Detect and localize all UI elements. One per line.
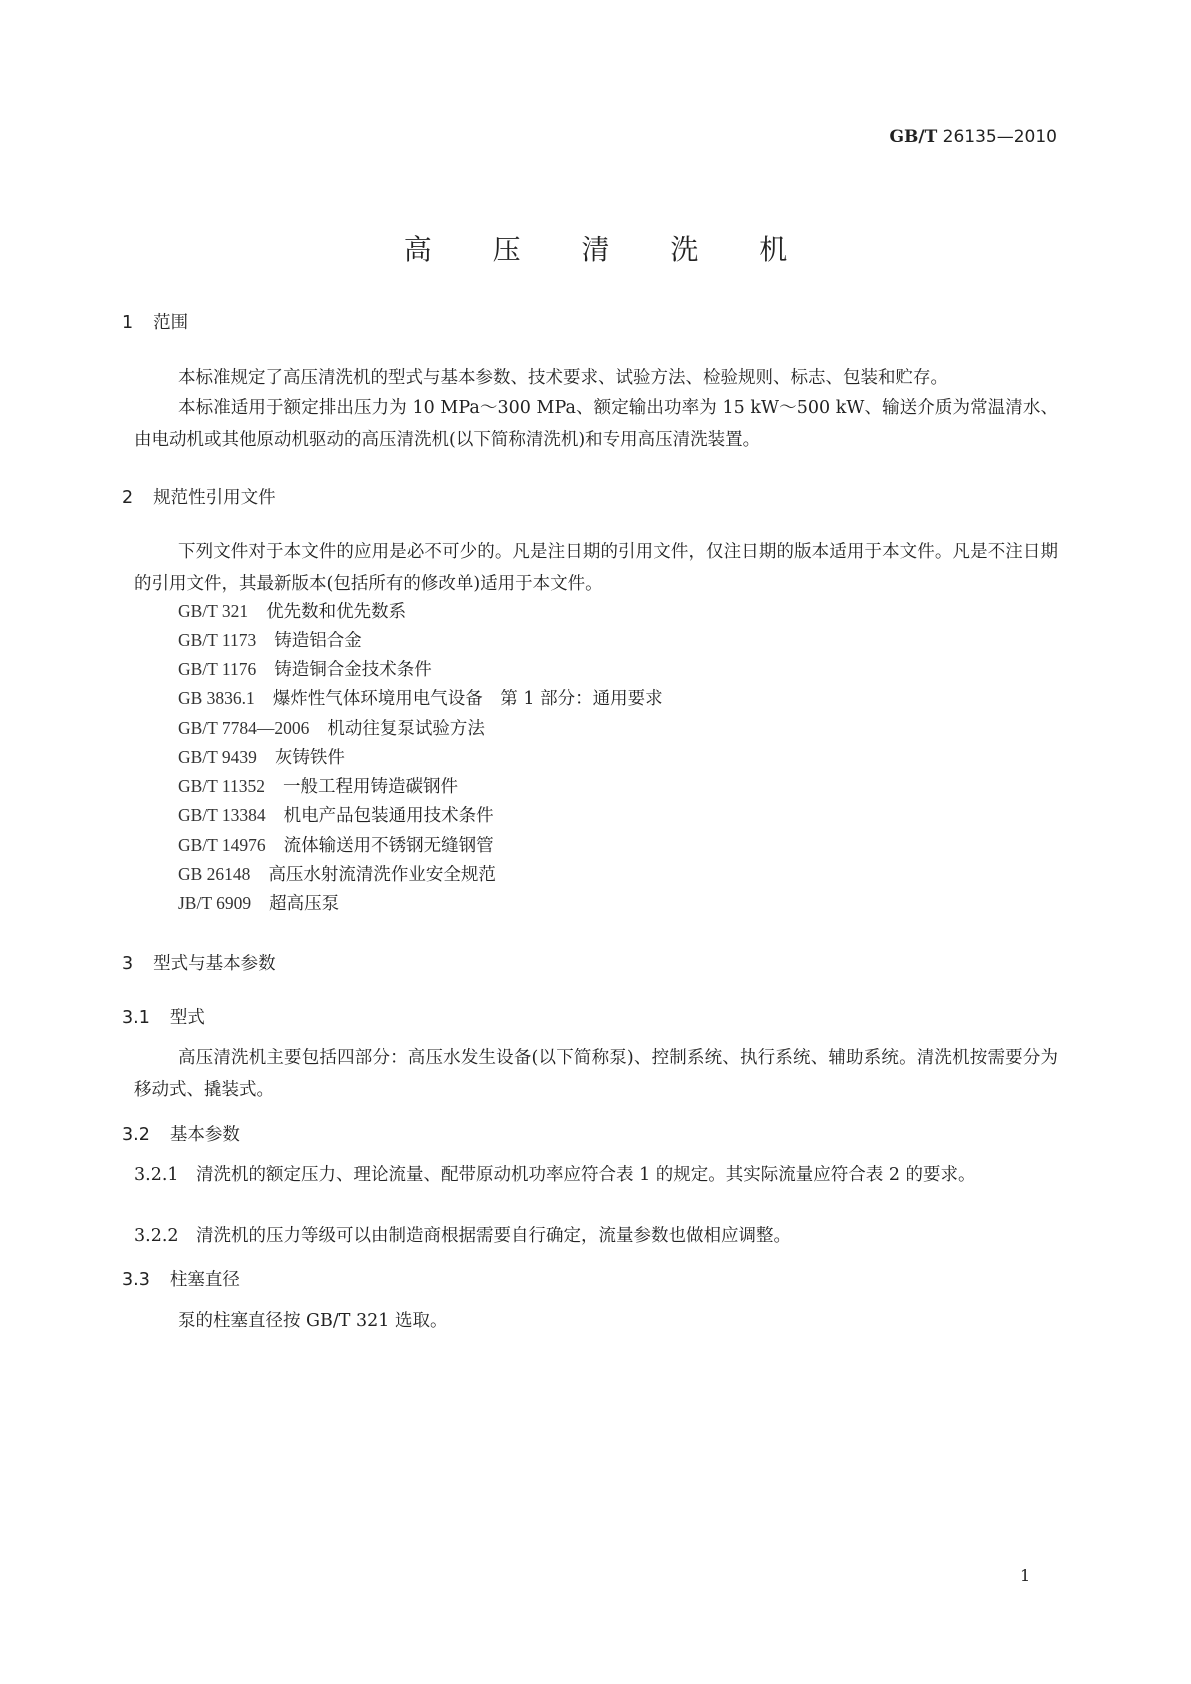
reference-title: 铸造铝合金 [274, 631, 362, 651]
reference-code: GB 26148 [178, 864, 251, 884]
reference-item [178, 802, 494, 827]
reference-title: 优先数和优先数系 [266, 602, 407, 622]
reference-item [178, 656, 432, 681]
reference-code: GB/T 1173 [178, 630, 257, 650]
reference-title: 灰铸铁件 [274, 748, 345, 768]
reference-code: GB/T 1176 [178, 659, 257, 679]
standard-number [890, 127, 1058, 147]
section-3-3-heading [122, 1266, 240, 1291]
section-3-2-heading [122, 1121, 240, 1146]
reference-title: 机电产品包装通用技术条件 [283, 806, 494, 826]
section-title: 型式与基本参数 [153, 954, 276, 974]
reference-item [178, 715, 485, 740]
type-paragraph: 高压清洗机主要包括四部分：高压水发生设备(以下简称泵)、控制系统、执行系统、辅助系统。清洗机按需要分为移动式、撬装式。 [134, 1048, 1058, 1100]
section-number: 1 [122, 313, 134, 333]
reference-code: GB/T 14976 [178, 835, 266, 855]
reference-title: 机动往复泵试验方法 [327, 719, 485, 739]
reference-item [178, 598, 406, 623]
section-number: 3.3 [122, 1270, 150, 1290]
section-title: 柱塞直径 [169, 1270, 240, 1290]
section-title: 基本参数 [169, 1125, 240, 1145]
reference-item [178, 890, 339, 915]
section-3-1-heading [122, 1004, 205, 1029]
section-number: 3 [122, 954, 134, 974]
page-number: 1 [1020, 1566, 1031, 1585]
reference-item [178, 744, 345, 769]
section-number: 3.2 [122, 1125, 150, 1145]
plunger-paragraph: 泵的柱塞直径按 GB/T 321 选取。 [178, 1311, 448, 1331]
reference-title: 高压水射流清洗作业安全规范 [268, 865, 496, 885]
reference-item [178, 861, 496, 886]
reference-code: JB/T 6909 [178, 893, 252, 913]
reference-code: GB/T 11352 [178, 776, 266, 796]
reference-title: 一般工程用铸造碳钢件 [283, 777, 459, 797]
reference-item [178, 627, 362, 652]
reference-title: 爆炸性气体环境用电气设备 第 1 部分：通用要求 [272, 689, 663, 709]
reference-code: GB/T 13384 [178, 805, 266, 825]
reference-code: GB/T 7784—2006 [178, 718, 310, 738]
section-number: 2 [122, 488, 134, 508]
clause-3-2-2: 3.2.2 清洗机的压力等级可以由制造商根据需要自行确定，流量参数也做相应调整。 [134, 1226, 792, 1246]
standard-code: 26135—2010 [942, 127, 1057, 147]
scope-paragraph-2: 本标准适用于额定排出压力为 10 MPa～300 MPa、额定输出功率为 15 kW～500 kW、输送介质为常温清水、由电动机或其他原动机驱动的高压清洗机(以下简称清洗机)和专用高压清洗装置。 [134, 398, 1058, 450]
reference-item [178, 773, 458, 798]
references-intro: 下列文件对于本文件的应用是必不可少的。凡是注日期的引用文件，仅注日期的版本适用于本文件。凡是不注日期的引用文件，其最新版本(包括所有的修改单)适用于本文件。 [134, 542, 1058, 594]
reference-code: GB 3836.1 [178, 688, 255, 708]
reference-item [178, 832, 494, 857]
reference-title: 超高压泵 [269, 894, 340, 914]
reference-code: GB/T 9439 [178, 747, 257, 767]
scope-paragraph-1: 本标准规定了高压清洗机的型式与基本参数、技术要求、试验方法、检验规则、标志、包装和贮存。 [178, 368, 948, 388]
section-1-heading [122, 309, 188, 334]
section-2-heading [122, 484, 276, 509]
section-title: 范围 [153, 313, 189, 333]
section-title: 规范性引用文件 [153, 488, 276, 508]
document-title: 高 压 清 洗 机 [403, 233, 814, 266]
standard-prefix: GB/T [889, 127, 938, 147]
section-number: 3.1 [122, 1008, 150, 1028]
reference-code: GB/T 321 [178, 601, 249, 621]
reference-title: 铸造铜合金技术条件 [274, 660, 432, 680]
reference-title: 流体输送用不锈钢无缝钢管 [283, 836, 494, 856]
section-3-heading [122, 950, 276, 975]
clause-3-2-1: 3.2.1 清洗机的额定压力、理论流量、配带原动机功率应符合表 1 的规定。其实际流量应符合表 2 的要求。 [134, 1165, 976, 1185]
reference-item [178, 685, 663, 710]
section-title: 型式 [169, 1008, 205, 1028]
